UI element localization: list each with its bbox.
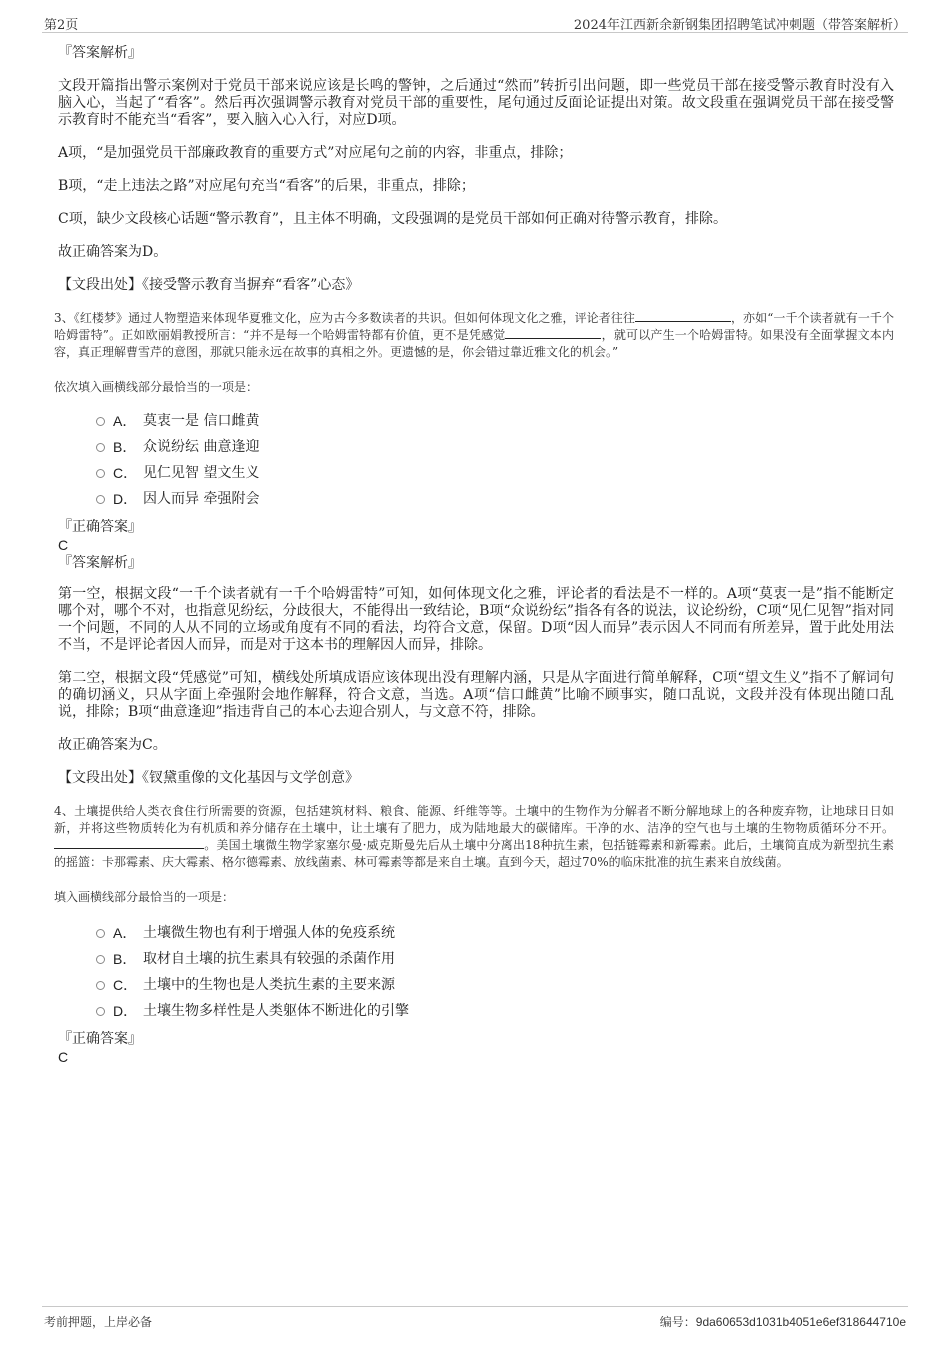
q2-analysis-label: 『答案解析』 [58, 45, 142, 61]
q3-analysis-p1: 第一空，根据文段“一千个读者就有一千个哈姆雷特”可知，如何体现文化之雅，评论者的看法是不一样的。A项“莫衷一是”指不能断定哪个对，哪个不对，也指意见纷纭，分歧很大，不能得出一致结论，B项“众说纷纭”指各有各的说法，议论纷纷，C项“见仁见智”指对同一个问题，不同的人从不同的立场或角度有不同的看法，均符合文意，保留。D项“因人而异”表示因人不同而有所差异，置于此处用法不当，不是评论者因人而异，而是对于这本书的理解因人而异，排除。 [58, 586, 894, 653]
q2-analysis-option-b: B项，“走上违法之路”对应尾句充当“看客”的后果，非重点，排除； [58, 178, 475, 194]
q3-option-d[interactable]: D． 因人而异 牵强附会 [96, 486, 894, 512]
q3-correct-label: 『正确答案』 [58, 519, 142, 535]
radio-icon[interactable] [96, 495, 105, 504]
document-title: 2024年江西新余新钢集团招聘笔试冲刺题（带答案解析） [573, 18, 906, 33]
q3-stem-part1: 3、《红楼梦》通过人物塑造来体现华夏雅文化，应为古今多数读者的共识。但如何体现文化之雅，评论者往往 [54, 311, 635, 325]
q4-option-c[interactable]: C． 土壤中的生物也是人类抗生素的主要来源 [96, 972, 894, 998]
q3-analysis-p2: 第二空，根据文段“凭感觉”可知，横线处所填成语应该体现出没有理解内涵，只是从字面进行简单解释，C项“望文生义”指不了解词句的确切涵义，只从字面上牵强附会地作解释，符合文意，当选。A项“信口雌黄”比喻不顾事实，随口乱说，文段并没有体现出随口乱说，排除；B项“曲意逢迎”指违背自己的本心去迎合别人，与文意不符，排除。 [58, 670, 894, 720]
q3-stem [54, 310, 894, 361]
q4-stem-part2: 。美国土壤微生物学家塞尔曼·威克斯曼先后从土壤中分离出18种抗生素，包括链霉素和新霉素。此后，土壤简直成为新型抗生素的摇篮：卡那霉素、庆大霉素、格尔德霉素、放线菌素、林可霉素等都是来自土壤。直到今天，超过70%的临床批准的抗生素来自放线菌。 [54, 838, 894, 869]
q2-analysis-option-c: C项，缺少文段核心话题“警示教育”，且主体不明确，文段强调的是党员干部如何正确对待警示教育，排除。 [58, 211, 728, 227]
radio-icon[interactable] [96, 929, 105, 938]
code-label: 编号： [659, 1315, 696, 1329]
q2-analysis-option-a: A项，“是加强党员干部廉政教育的重要方式”对应尾句之前的内容，非重点，排除； [58, 145, 573, 161]
footer-slogan: 考前押题，上岸必备 [44, 1315, 153, 1329]
q3-analysis-label: 『答案解析』 [58, 555, 142, 571]
q2-source: 【文段出处】《接受警示教育当摒弃“看客”心态》 [58, 277, 360, 293]
q3-correct-answer: C [58, 537, 69, 553]
radio-icon[interactable] [96, 1007, 105, 1016]
q2-analysis-p1: 文段开篇指出警示案例对于党员干部来说应该是长鸣的警钟，之后通过“然而”转折引出问题，即一些党员干部在接受警示教育时没有入脑入心，当起了“看客”。然后再次强调警示教育对党员干部的重要性，尾句通过反面论证提出对策。故文段重在强调党员干部在接受警示教育时不能充当“看客”，要入脑入心入行，对应D项。 [58, 78, 894, 128]
q3-stem-part2: ，亦如“一千个读者就有一千个哈姆雷特”。正如欧丽娟教授所言：“并不是每一个哈姆雷特都有价值，更不是凭感觉 [54, 311, 894, 342]
q4-option-b[interactable]: B． 取材自土壤的抗生素具有较强的杀菌作用 [96, 946, 894, 972]
q4-option-a[interactable]: A． 土壤微生物也有利于增强人体的免疫系统 [96, 920, 894, 946]
page-number: 第2页 [44, 18, 79, 33]
radio-icon[interactable] [96, 417, 105, 426]
document-code [660, 1313, 906, 1330]
q3-option-b[interactable]: B． 众说纷纭 曲意逢迎 [96, 434, 894, 460]
q3-option-a[interactable]: A． 莫衷一是 信口雌黄 [96, 408, 894, 434]
q3-conclusion: 故正确答案为C。 [58, 737, 167, 753]
radio-icon[interactable] [96, 955, 105, 964]
radio-icon[interactable] [96, 981, 105, 990]
q4-option-d[interactable]: D． 土壤生物多样性是人类躯体不断进化的引擎 [96, 998, 894, 1024]
q3-stem-part3: ，就可以产生一个哈姆雷特。如果没有全面掌握文本内容，真正理解曹雪芹的意图，那就只能永远在故事的真相之外。更遗憾的是，你会错过靠近雅文化的机会。” [54, 328, 894, 359]
q4-stem [54, 803, 894, 871]
q4-stem-part1: 4、土壤提供给人类衣食住行所需要的资源，包括建筑材料、粮食、能源、纤维等等。土壤中的生物作为分解者不断分解地球上的各种废弃物，让地球日日如新，并将这些物质转化为有机质和养分储存在土壤中，让土壤有了肥力，成为陆地最大的碳储库。干净的水、洁净的空气也与土壤的生物物质循环分不开。 [54, 804, 894, 835]
q3-source: 【文段出处】《钗黛重像的文化基因与文学创意》 [58, 770, 359, 786]
q4-options [96, 920, 894, 1024]
q4-correct-answer: C [58, 1049, 69, 1065]
q4-blank [54, 837, 204, 849]
code-value: 9da60653d1031b4051e6ef318644710e [695, 1315, 906, 1329]
q4-prompt: 填入画横线部分最恰当的一项是： [54, 890, 235, 904]
q4-correct-label: 『正确答案』 [58, 1031, 142, 1047]
q3-prompt: 依次填入画横线部分最恰当的一项是： [54, 380, 259, 394]
radio-icon[interactable] [96, 469, 105, 478]
q3-blank-1 [635, 310, 731, 322]
q2-conclusion: 故正确答案为D。 [58, 244, 168, 260]
q3-option-c[interactable]: C． 见仁见智 望文生义 [96, 460, 894, 486]
page-header [42, 12, 908, 33]
q3-options [96, 408, 894, 512]
radio-icon[interactable] [96, 443, 105, 452]
q3-blank-2 [505, 327, 601, 339]
page-footer [42, 1306, 908, 1329]
document-body [54, 44, 894, 1066]
